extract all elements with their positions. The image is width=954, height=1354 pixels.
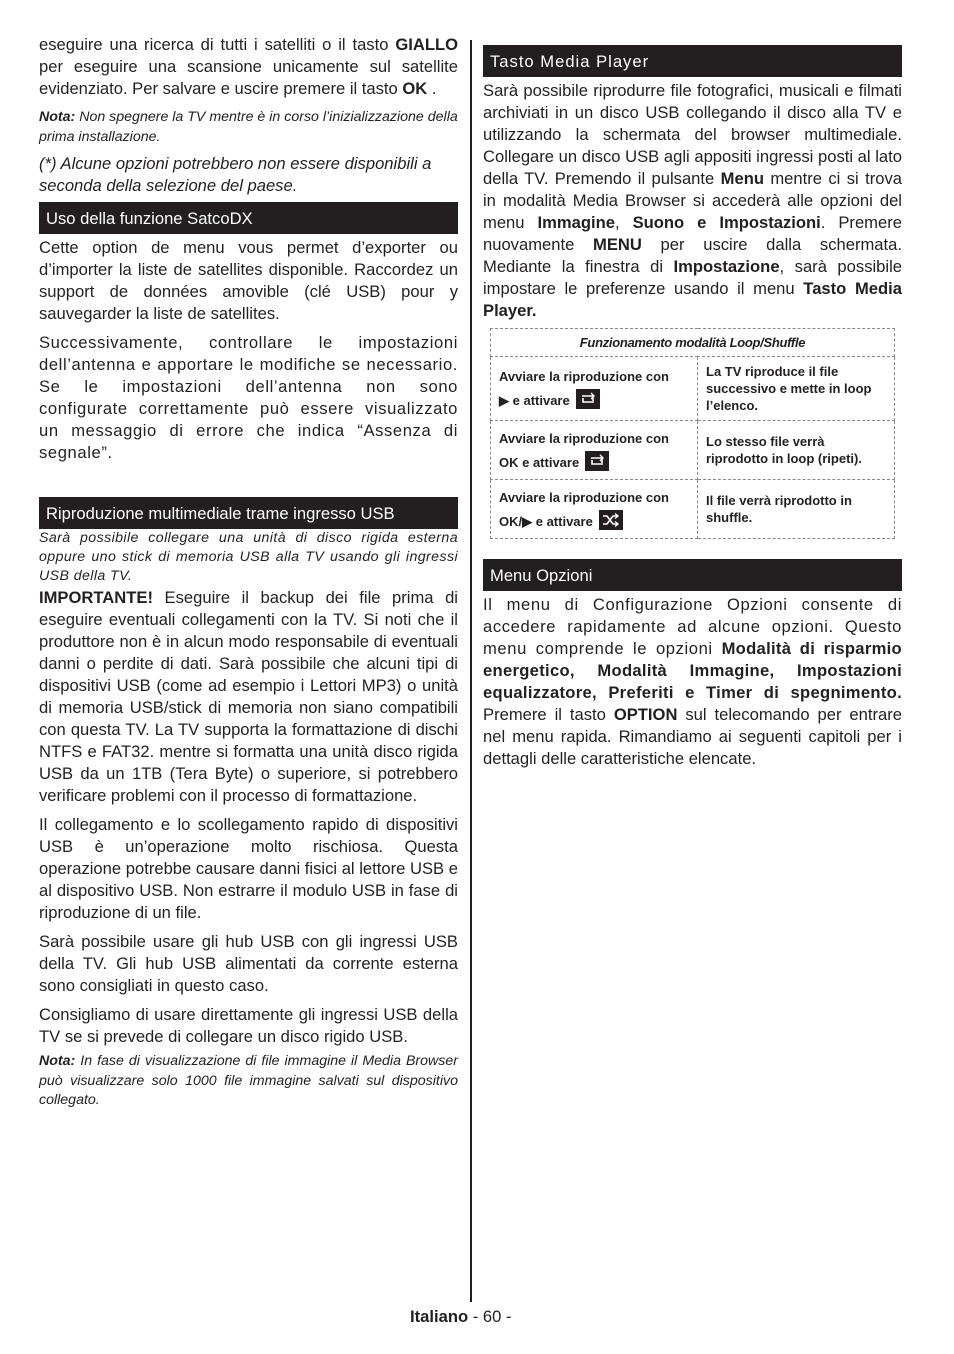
satellite-scan-paragraph: eseguire una ricerca di tutti i satelliti o il tasto GIALLO per eseguire una scansione unicamente sul satellite evidenziato. Per salvare e uscire premere il tasto OK . (39, 35, 458, 98)
country-footnote: (*) Alcune opzioni potrebbero non essere disponibili a seconda della selezione del paese. (39, 154, 432, 195)
usb-hub-paragraph: Sarà possibile usare gli hub USB con gli ingressi USB della TV. Gli hub USB alimentati da corrente esterna sono consigliati in questo caso. (39, 932, 458, 995)
table-cell-result: Lo stesso file verrà riprodotto in loop (ripeti). (698, 421, 895, 480)
left-column (39, 34, 458, 1111)
options-menu-paragraph: Il menu di Configurazione Opzioni consente di accedere rapidamente ad alcune opzioni. Questo menu comprende le opzioni Modalità di risparmio energetico, Modalità Immagine, Impostazioni equalizzatore, Preferiti e Timer di spegnimento. Premere il tasto OPTION sul telecomando per entrare nel menu rapida. Rimandiamo ai seguenti capitoli per i dettagli delle caratteristiche elencate. (483, 595, 902, 768)
important-paragraph: IMPORTANTE! Eseguire il backup dei file prima di eseguire eventuali collegamenti con la TV. Si noti che il produttore non è in alcun modo responsabile di eventuali danni o perdite di dati. Sarà possibile che alcuni tipi di dispositivi USB (come ad esempio i Lettori MP3) o unità di memoria USB/stick di memoria non siano compatibili con questa TV. La TV supporta la formattazione di dischi NTFS e FAT32. mentre si formatta una unità disco rigida USB da un 1TB (Tera Byte) o superiore, si potrebbero verificare problemi con il processo di formattazione. (39, 588, 458, 805)
table-cell-action: Avviare la riproduzione con OK/▶ e attivare (491, 480, 698, 539)
table-row (491, 357, 895, 421)
page-footer (410, 1306, 511, 1328)
table-cell-result: La TV riproduce il file successivo e mette in loop l’elenco. (698, 357, 895, 421)
loop-icon (576, 389, 600, 409)
media-player-paragraph: Sarà possibile riprodurre file fotografici, musicali e filmati archiviati in un disco USB collegando il disco alla TV e utilizzando la schermata del browser multimediale. Collegare un disco USB agli appositi ingressi posti al lato della TV. Premendo il pulsante Menu mentre ci si trova in modalità Media Browser si accederà alle opzioni del menu Immagine, Suono e Impostazioni. Premere nuovamente MENU per uscire dalla schermata. Mediante la finestra di Impostazione, sarà possibile impostare le preferenze usando il menu Tasto Media Player. (483, 81, 903, 320)
usb-connection-note: Sarà possibile collegare una unità di disco rigida esterna oppure uno stick di memoria USB alla TV usando gli ingressi USB della TV. (39, 530, 458, 584)
loop-shuffle-table (490, 328, 895, 539)
right-column (483, 34, 902, 770)
loop-icon (585, 451, 609, 471)
column-divider (470, 40, 472, 1302)
table-cell-result: Il file verrà riprodotto in shuffle. (698, 480, 895, 539)
table-header-row (491, 329, 895, 357)
table-title: Funzionamento modalità Loop/Shuffle (491, 329, 895, 357)
table-row (491, 480, 895, 539)
shuffle-icon (599, 510, 623, 530)
media-browser-note: Nota: In fase di visualizzazione di file immagine il Media Browser può visualizzare solo 1000 file immagine salvati sul dispositivo collegato. (39, 1053, 458, 1108)
satcodx-heading: Uso della funzione SatcoDX (39, 202, 458, 234)
table-cell-action: Avviare la riproduzione con ▶ e attivare (491, 357, 698, 421)
ok-play-key: OK/▶ (499, 513, 533, 529)
usb-playback-heading: Riproduzione multimediale trame ingresso USB (39, 497, 458, 529)
hot-plug-paragraph: Il collegamento e lo scollegamento rapido di dispositivi USB è un’operazione molto rischiosa. Questa operazione potrebbe causare danni fisici al lettore USB e al dispositivo USB. Non estrarre il modulo USB in fase di riproduzione di un file. (39, 815, 458, 922)
installation-note: Nota: Non spegnere la TV mentre è in corso l’inizializzazione della prima installazione. (39, 109, 458, 145)
media-player-heading: Tasto Media Player (483, 45, 902, 77)
table-row (491, 421, 895, 480)
options-menu-heading: Menu Opzioni (483, 559, 902, 591)
play-key: ▶ (499, 393, 509, 408)
footer-language: Italiano (410, 1307, 469, 1326)
satcodx-paragraph-2: Successivamente, controllare le impostazioni dell’antenna e apportare le modifiche se necessario. Se le impostazioni dell’antenna non sono configurate correttamente può essere visualizzato un messaggio di errore che indica “Assenza di segnale”. (39, 333, 458, 462)
satcodx-paragraph-1: Cette option de menu vous permet d’exporter ou d’importer la liste de satellites disponible. Raccordez un support de données amovible (clé USB) pour y sauvegarder la liste de satellites. (39, 238, 458, 323)
direct-usb-paragraph: Consigliamo di usare direttamente gli ingressi USB della TV se si prevede di collegare un disco rigido USB. (39, 1005, 458, 1046)
page-number: - 60 - (468, 1307, 512, 1326)
table-cell-action: Avviare la riproduzione con OK e attivare (491, 421, 698, 480)
